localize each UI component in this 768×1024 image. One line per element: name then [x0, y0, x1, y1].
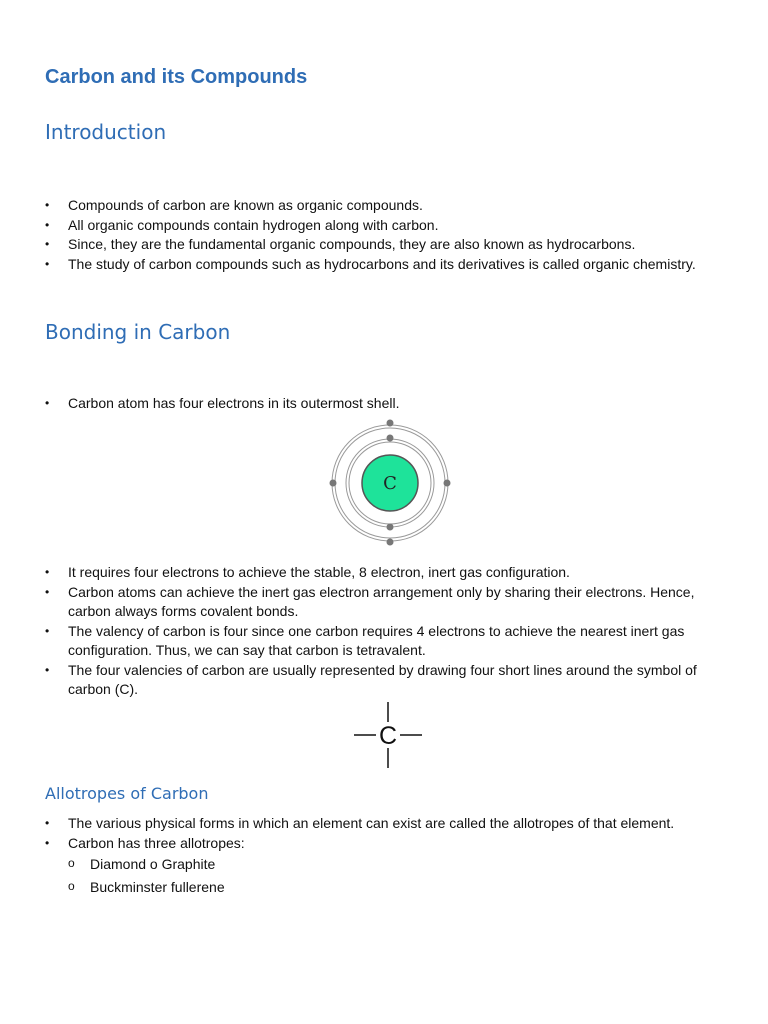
heading-allotropes-of-carbon: Allotropes of Carbon	[45, 784, 209, 803]
carbon-atom-diagram	[325, 418, 455, 548]
electron-dot	[330, 480, 337, 487]
list-item-text: Carbon has three allotropes:	[68, 834, 245, 851]
list-item: • Carbon atom has four electrons in its outermost shell.	[45, 394, 735, 414]
bonding-list	[45, 563, 735, 700]
sub-list-item: o Diamond o Graphite	[68, 853, 735, 876]
list-item: • It requires four electrons to achieve the stable, 8 electron, inert gas configuration.	[45, 563, 735, 583]
electron-dot	[444, 480, 451, 487]
list-item: • The four valencies of carbon are usually represented by drawing four short lines around the symbol of carbon (C).	[45, 661, 735, 700]
intro-list	[45, 196, 735, 274]
list-item: • The valency of carbon is four since one carbon requires 4 electrons to achieve the nearest inert gas configuration. Thus, we can say that carbon is tetravalent.	[45, 622, 735, 661]
electron-dot	[387, 539, 394, 546]
valency-symbol: C	[378, 722, 398, 750]
list-item: • Since, they are the fundamental organic compounds, they are also known as hydrocarbons.	[45, 235, 735, 255]
heading-bonding-in-carbon: Bonding in Carbon	[45, 320, 231, 344]
allotropes-list	[45, 814, 735, 899]
allotropes-sub-list	[68, 853, 735, 899]
atom-symbol: C	[383, 473, 397, 494]
list-item: • Carbon atoms can achieve the inert gas electron arrangement only by sharing their electrons. Hence, carbon always forms covalent bonds.	[45, 583, 735, 622]
list-item: • The various physical forms in which an element can exist are called the allotropes of that element.	[45, 814, 735, 834]
page-title: Carbon and its Compounds	[45, 66, 308, 88]
list-item: • The study of carbon compounds such as hydrocarbons and its derivatives is called organic chemistry.	[45, 255, 735, 275]
heading-introduction: Introduction	[45, 120, 167, 144]
sub-list-item: o Buckminster fullerene	[68, 876, 735, 899]
tetravalent-carbon-diagram	[350, 700, 426, 770]
list-item: • All organic compounds contain hydrogen along with carbon.	[45, 216, 735, 236]
list-item	[45, 834, 735, 900]
bonding-list-first	[45, 394, 735, 414]
list-item: • Compounds of carbon are known as organic compounds.	[45, 196, 735, 216]
electron-dot	[387, 524, 394, 531]
electron-dot	[387, 435, 394, 442]
electron-dot	[387, 420, 394, 427]
